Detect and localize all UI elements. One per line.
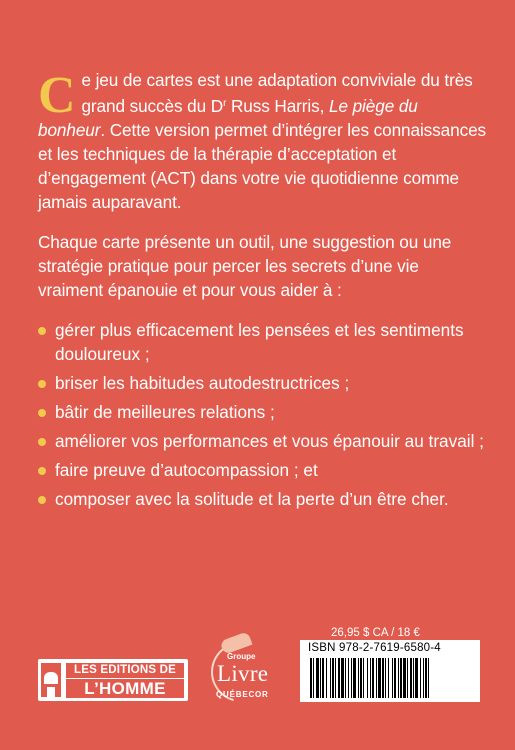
bullet-dot-icon [38, 380, 46, 388]
house-icon [41, 663, 61, 697]
isbn-barcode-box [300, 640, 480, 702]
intro-text-b: Russ Harris, [226, 96, 329, 116]
publisher-name-line2: L’HOMME [66, 679, 184, 698]
bullet-dot-icon [38, 327, 46, 335]
list-item-text: composer avec la solitude et la perte d’un être cher. [55, 489, 449, 509]
quebecor-label: QUÉBECOR [216, 690, 269, 699]
groupe-label: Groupe [227, 652, 256, 661]
list-item-text: bâtir de meilleures relations ; [55, 402, 275, 422]
description-text [38, 68, 488, 516]
list-item-text: faire preuve d’autocompassion ; et [55, 460, 318, 480]
bullet-dot-icon [38, 438, 46, 446]
book-title: Le piège du bonheur [38, 96, 418, 140]
list-item [38, 487, 488, 511]
second-paragraph: Chaque carte présente un outil, une suggestion ou une stratégie pratique pour percer les secrets d’une vie vraiment épanouie et pour vous aider à : [38, 232, 452, 300]
bullet-dot-icon [38, 496, 46, 504]
intro-superscript: r [223, 98, 227, 109]
price-label: 26,95 $ CA / 18 € [331, 627, 420, 639]
list-item-text: briser les habitudes autodestructrices ; [55, 373, 350, 393]
isbn-label: ISBN 978-2-7619-6580-4 [308, 642, 441, 654]
list-item [38, 400, 488, 424]
list-item [38, 429, 488, 453]
groupe-livre-logo [205, 636, 275, 706]
drop-cap: C [38, 67, 76, 124]
livre-label: Livre [217, 661, 269, 686]
intro-paragraph [38, 68, 488, 214]
list-item [38, 371, 488, 395]
bullet-dot-icon [38, 409, 46, 417]
intro-text-c: . Cette version permet d’intégrer les connaissances et les techniques de la thérapie d’acceptation et d’engagement (ACT) dans votre vie quotidienne comme jamais auparavant. [38, 120, 487, 212]
list-item-text: gérer plus efficacement les pensées et les sentiments douloureux ; [55, 320, 464, 364]
benefit-list [38, 318, 488, 511]
publisher-name-line1: LES EDITIONS DE [66, 663, 184, 678]
intro-text-a: e jeu de cartes est une adaptation conviviale du très grand succès du D [81, 70, 473, 116]
publisher-logo [38, 659, 188, 701]
barcode-icon [308, 658, 472, 698]
list-item [38, 318, 488, 366]
list-item-text: améliorer vos performances et vous épanouir au travail ; [55, 431, 484, 451]
bullet-dot-icon [38, 467, 46, 475]
list-item [38, 458, 488, 482]
